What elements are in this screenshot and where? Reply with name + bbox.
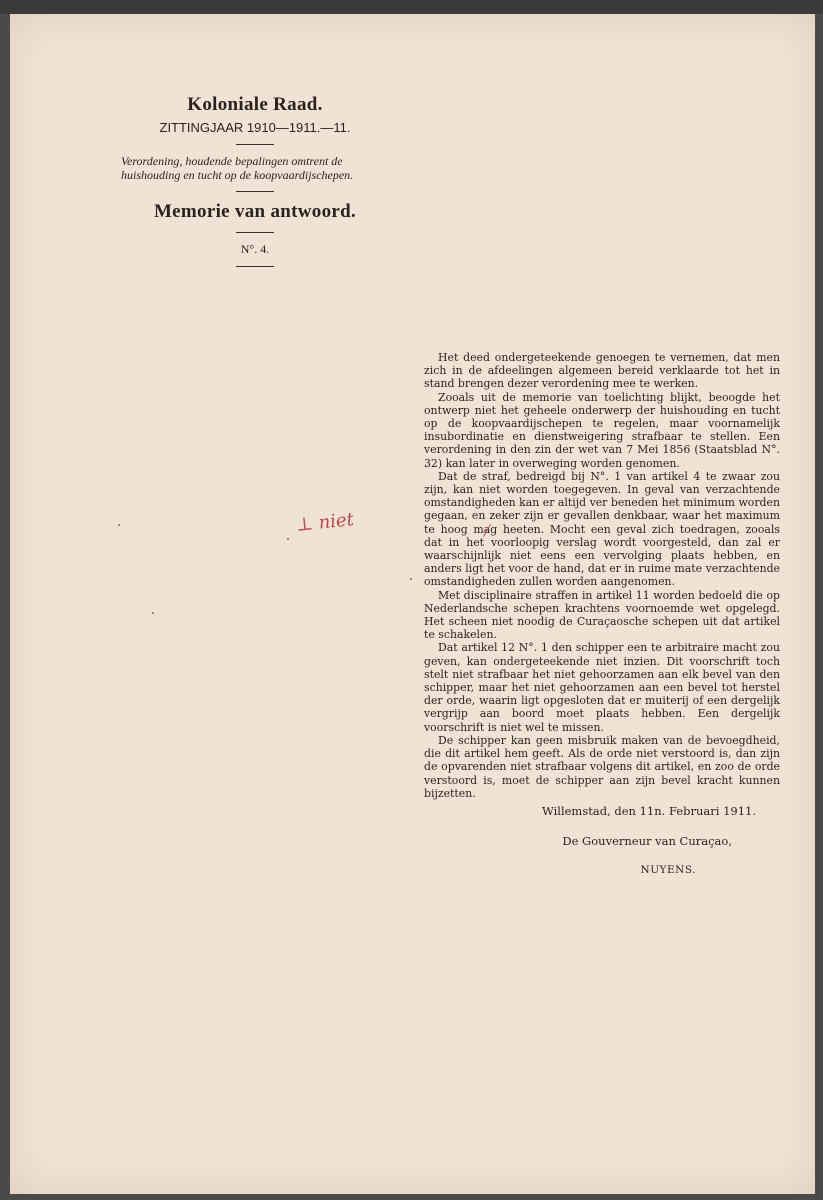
divider bbox=[236, 191, 274, 192]
divider bbox=[236, 232, 274, 233]
paper-speck bbox=[410, 578, 412, 580]
paper-speck bbox=[287, 538, 289, 540]
document-heading bbox=[110, 90, 400, 276]
document-number: N°. 4. bbox=[240, 242, 270, 256]
paragraph: Het deed ondergeteekende genoegen te vernemen, dat men zich in de afdeelingen algemeen bereid verklaarde tot het in stand brengen dezer verordening mee te werken. bbox=[424, 351, 780, 391]
scan-border bbox=[0, 0, 823, 14]
place-and-date: Willemstad, den 11n. Februari 1911. bbox=[541, 804, 756, 818]
paragraph: De schipper kan geen misbruik maken van de bevoegdheid, die dit artikel hem geeft. Als de orde niet verstoord is, dan zijn de opvarenden niet strafbaar volgens dit artikel, en zoo de orde verstoord is, moet de schipper aan zijn bevel kracht kunnen bijzetten. bbox=[424, 733, 780, 800]
ordinance-subject: Verordening, houdende bepalingen omtrent de huishouding en tucht op de koopvaardijschepen. bbox=[121, 154, 354, 182]
paragraph: Met disciplinaire straffen in artikel 11 worden bedoeld die op Nederlandsche schepen krachtens voornoemde wet opgelegd. Het scheen niet noodig de Curaçaosche schepen uit dat artikel te schakelen. bbox=[424, 588, 780, 642]
paragraph: Zooals uit de memorie van toelichting blijkt, beoogde het ontwerp niet het geheele onderwerp der huishouding en tucht op de koopvaardijschepen te regelen, maar voornamelijk insubordinatie en dienstweigering strafbaar te stellen. Een verordening in den zin der wet van 7 Mei 1856 (Staatsblad N°. 32) kan later in overweging worden genomen. bbox=[424, 390, 780, 470]
paragraph: Dat de straf, bedreigd bij N°. 1 van artikel 4 te zwaar zou zijn, kan niet worden toegegeven. In geval van verzachtende omstandigheden kan er altijd ver beneden het minimum worden gegaan, en zeker zijn er gevallen denkbaar, waar het maximum te hoog mag heeten. Mocht een geval zich toedragen, zooals dat in het voorloopig verslag wordt voorgesteld, dan zal er waarschijnlijk niet eens een vervolging plaats hebben, en anders ligt het voor de hand, dat er in ruime mate verzachtende omstandigheden zullen worden aangenomen. bbox=[424, 469, 780, 589]
paper-speck bbox=[152, 612, 154, 614]
council-title: Koloniale Raad. bbox=[187, 94, 323, 115]
signature-block bbox=[424, 804, 780, 876]
signatory-role: De Gouverneur van Curaçao, bbox=[562, 834, 732, 848]
signatory-name: NUYENS. bbox=[640, 864, 696, 876]
handwritten-correction: ⊥ niet bbox=[295, 509, 355, 536]
divider bbox=[236, 144, 274, 145]
paragraph: Dat artikel 12 N°. 1 den schipper een te arbitraire macht zou geven, kan ondergeteekende niet inzien. Dit voorschrift toch stelt niet strafbaar het niet gehoorzamen aan elk bevel van den schipper, maar het niet gehoorzamen aan een bevel tot herstel der orde, waarin ligt opgesloten dat er muiterij of een dergelijk vergrijp aan boord moet plaats hebben. Een dergelijk voorschrift is niet wel te missen. bbox=[424, 641, 780, 734]
memorandum-body bbox=[424, 351, 780, 800]
document-type: Memorie van antwoord. bbox=[153, 201, 357, 222]
divider bbox=[236, 266, 274, 267]
paper-speck bbox=[118, 524, 120, 526]
session-year: ZITTINGJAAR 1910—1911.—11. bbox=[159, 120, 351, 135]
